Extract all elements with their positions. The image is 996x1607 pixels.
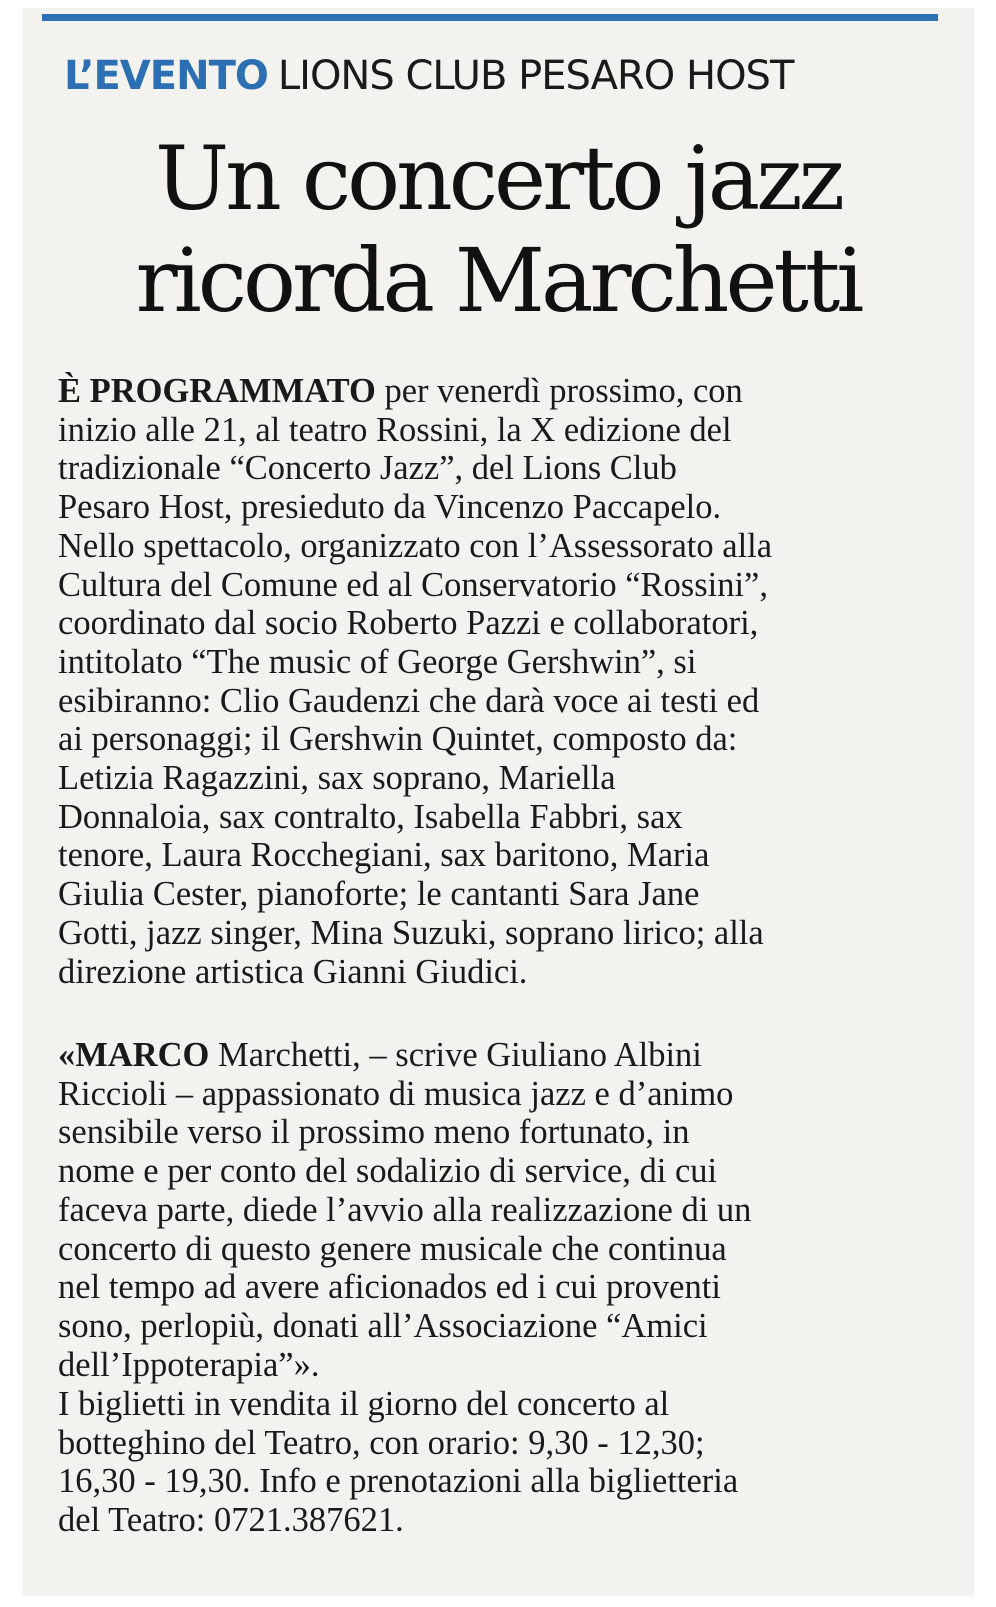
- paragraph-2-first-line-rest: Marchetti, – scrive Giuliano Albini: [209, 1036, 702, 1074]
- paragraph-1-line: ai personaggi; il Gershwin Quintet, composto da:: [58, 720, 738, 759]
- paragraph-2-line: concerto di questo genere musicale che continua: [58, 1229, 727, 1268]
- paragraph-1-line: esibiranno: Clio Gaudenzi che darà voce ai testi ed: [58, 681, 760, 720]
- paragraph-2-line: sono, perlopiù, donati all’Associazione “Amici: [58, 1306, 708, 1345]
- paragraph-2-line: dell’Ippoterapia”».: [58, 1345, 320, 1384]
- paragraph-3-line: 16,30 - 19,30. Info e prenotazioni alla biglietteria: [58, 1462, 739, 1501]
- paragraph-1-line: Pesaro Host, presieduto da Vincenzo Paccapelo.: [58, 488, 722, 527]
- paragraph-2-lead: «MARCO: [58, 1036, 210, 1074]
- paragraph-2-line: nel tempo ad avere aficionados ed i cui proventi: [58, 1268, 721, 1307]
- paragraph-1-first-line-rest: per venerdì prossimo, con: [375, 372, 743, 410]
- paragraph-1-line: Cultura del Comune ed al Conservatorio “Rossini”,: [58, 565, 768, 604]
- paragraph-1-line: tradizionale “Concerto Jazz”, del Lions Club: [58, 449, 677, 488]
- paragraph-2-line: [58, 1036, 908, 1075]
- paragraph-2-line: Riccioli – appassionato di musica jazz e d’animo: [58, 1074, 734, 1113]
- paragraph-1-line: Letizia Ragazzini, sax soprano, Mariella: [58, 759, 616, 798]
- paragraph-3: [58, 1385, 908, 1540]
- paragraph-3-line: I biglietti in vendita il giorno del concerto al: [58, 1385, 670, 1423]
- paragraph-2-line: nome e per conto del sodalizio di service, di cui: [58, 1152, 718, 1191]
- paragraph-1-line: intitolato “The music of George Gershwin”, si: [58, 642, 697, 681]
- paragraph-1-line: tenore, Laura Rocchegiani, sax baritono, Maria: [58, 836, 710, 875]
- paragraph-1-line: Nello spettacolo, organizzato con l’Assessorato alla: [58, 526, 773, 565]
- kicker-tag: L’EVENTO: [64, 53, 268, 99]
- paragraph-3-line: del Teatro: 0721.387621.: [58, 1501, 404, 1540]
- paragraph-1: [58, 372, 908, 991]
- paragraph-2: [58, 1036, 908, 1384]
- header-rule: [42, 14, 938, 21]
- kicker-organization: LIONS CLUB PESARO HOST: [277, 53, 794, 99]
- headline-line-2: ricorda Marchetti: [135, 229, 861, 332]
- headline-line-1: Un concerto jazz: [155, 127, 841, 230]
- paragraph-1-line: inizio alle 21, al teatro Rossini, la X edizione del: [58, 410, 732, 449]
- paragraph-1-line: Gotti, jazz singer, Mina Suzuki, soprano lirico; alla: [58, 913, 764, 952]
- paragraph-1-lead: È PROGRAMMATO: [58, 372, 376, 410]
- paragraph-1-line: Giulia Cester, pianoforte; le cantanti Sara Jane: [58, 875, 700, 914]
- paragraph-2-line: faceva parte, diede l’avvio alla realizzazione di un: [58, 1190, 752, 1229]
- article-headline: [60, 128, 936, 332]
- paragraph-3-line: botteghino del Teatro, con orario: 9,30 - 12,30;: [58, 1423, 705, 1462]
- paragraph-1-line: coordinato dal socio Roberto Pazzi e collaboratori,: [58, 604, 759, 643]
- paragraph-1-line: [58, 372, 908, 411]
- paragraph-1-line: Donnaloia, sax contralto, Isabella Fabbri, sax: [58, 797, 683, 836]
- article-kicker: [64, 50, 793, 102]
- paragraph-2-line: sensibile verso il prossimo meno fortunato, in: [58, 1113, 690, 1152]
- paragraph-1-line: direzione artistica Gianni Giudici.: [58, 952, 528, 991]
